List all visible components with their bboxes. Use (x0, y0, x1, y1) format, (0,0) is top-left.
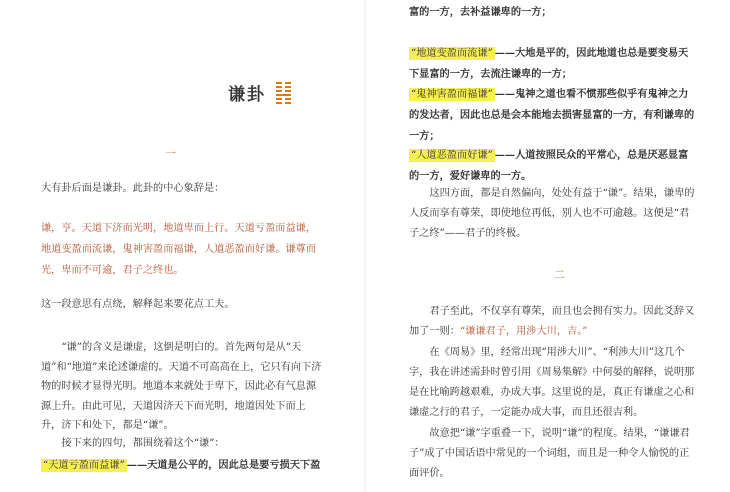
section-number-one: 一 (165, 147, 176, 160)
body-paragraph-6: 故意把“谦”字重叠一下，说明“谦”的程度。结果，“谦谦君子”成了中国话语中常见的一个词组，而且是一种令人愉悦的正面评价。 (409, 428, 690, 479)
body-paragraph-4-quote: “谦谦君子，用涉大川，吉。” (459, 326, 588, 337)
highlight-quote-2: “地道变盈而流谦” (411, 48, 493, 59)
page-gutter (364, 0, 366, 492)
chapter-title (228, 80, 291, 105)
explain-paragraph: 这一段意思有点绕，解释起来要花点工夫。 (41, 299, 235, 310)
left-page (0, 0, 362, 492)
body-paragraph-2: 接下来的四句，都围绕着这个“谦”： (61, 438, 225, 449)
highlight-line-1 (41, 455, 331, 476)
body-paragraph-3: 这四方面，都是自然偏向，处处有益于“谦”。结果，谦卑的人反而享有尊荣，即使地位再低，别人也不可逾越。这便是“君子之终”——君子的终极。 (409, 188, 695, 239)
chapter-title-text: 谦卦 (228, 85, 266, 105)
body-paragraph-1: “谦”的含义是谦虚，这倒是明白的。首先两句是从“天道”和“地道”来论述谦虚的。天道不可高高在上，它只有向下济物的时候才显得光明。地道本来就处于卑下，因此必有气息源源上升。由此可见，天道因济天下而光明，地道因处下而上升，济下和处下，都是“谦”。 (41, 342, 322, 431)
highlight-para-3 (409, 84, 697, 147)
highlight-quote-4: “人道恶盈而好谦” (411, 150, 493, 161)
body-paragraph-5: 在《周易》里，经常出现“用涉大川”、“利涉大川”这几个字，我在讲述需卦时曾引用《周易集解》中何晏的解释，说明那是在比喻跨越艰难，办成大事。这里说的是，真正有谦虚之心和谦虚之行的君子，一定能办成大事，而且还很吉利。 (409, 347, 695, 418)
highlight-text-4: ——人道按照民众的平常心，总是厌恶显富的一方，爱好谦卑的一方。 (409, 149, 689, 182)
highlight-para-2 (409, 43, 697, 85)
qian-hexagram-icon (276, 82, 291, 104)
highlight-quote-3: “鬼神害盈而福谦” (411, 89, 493, 100)
body-paragraph-4 (409, 302, 697, 342)
highlight-text-1: ——天道是公平的，因此总是要亏损天下盈 (126, 459, 321, 471)
intro-paragraph: 大有卦后面是谦卦。此卦的中心象辞是： (41, 183, 225, 194)
hexagram-quote: 谦，亨。天道下济而光明，地道卑而上行。天道亏盈而益谦，地道变盈而流谦，鬼神害盈而福谦，人道恶盈而好谦。谦尊而光，卑而不可逾，君子之终也。 (41, 223, 317, 276)
right-page (368, 0, 730, 492)
highlight-quote-1: “天道亏盈而益谦” (43, 460, 125, 471)
body-paragraph-4-text: 君子至此，不仅享有尊荣，而且也会拥有实力。因此爻辞又加了一则： (409, 306, 695, 337)
continued-line: 富的一方，去补益谦卑的一方； (409, 6, 552, 18)
highlight-text-2: ——大地是平的，因此地道也总是要变易天下显富的一方，去流注谦卑的一方； (409, 47, 689, 80)
highlight-para-4 (409, 145, 697, 187)
highlight-text-3: ——鬼神之道也看不惯那些似乎有鬼神之力的发达者，因此也总是会本能地去损害显富的一方，有利谦卑的一方； (409, 88, 695, 142)
section-number-two: 二 (554, 268, 565, 281)
